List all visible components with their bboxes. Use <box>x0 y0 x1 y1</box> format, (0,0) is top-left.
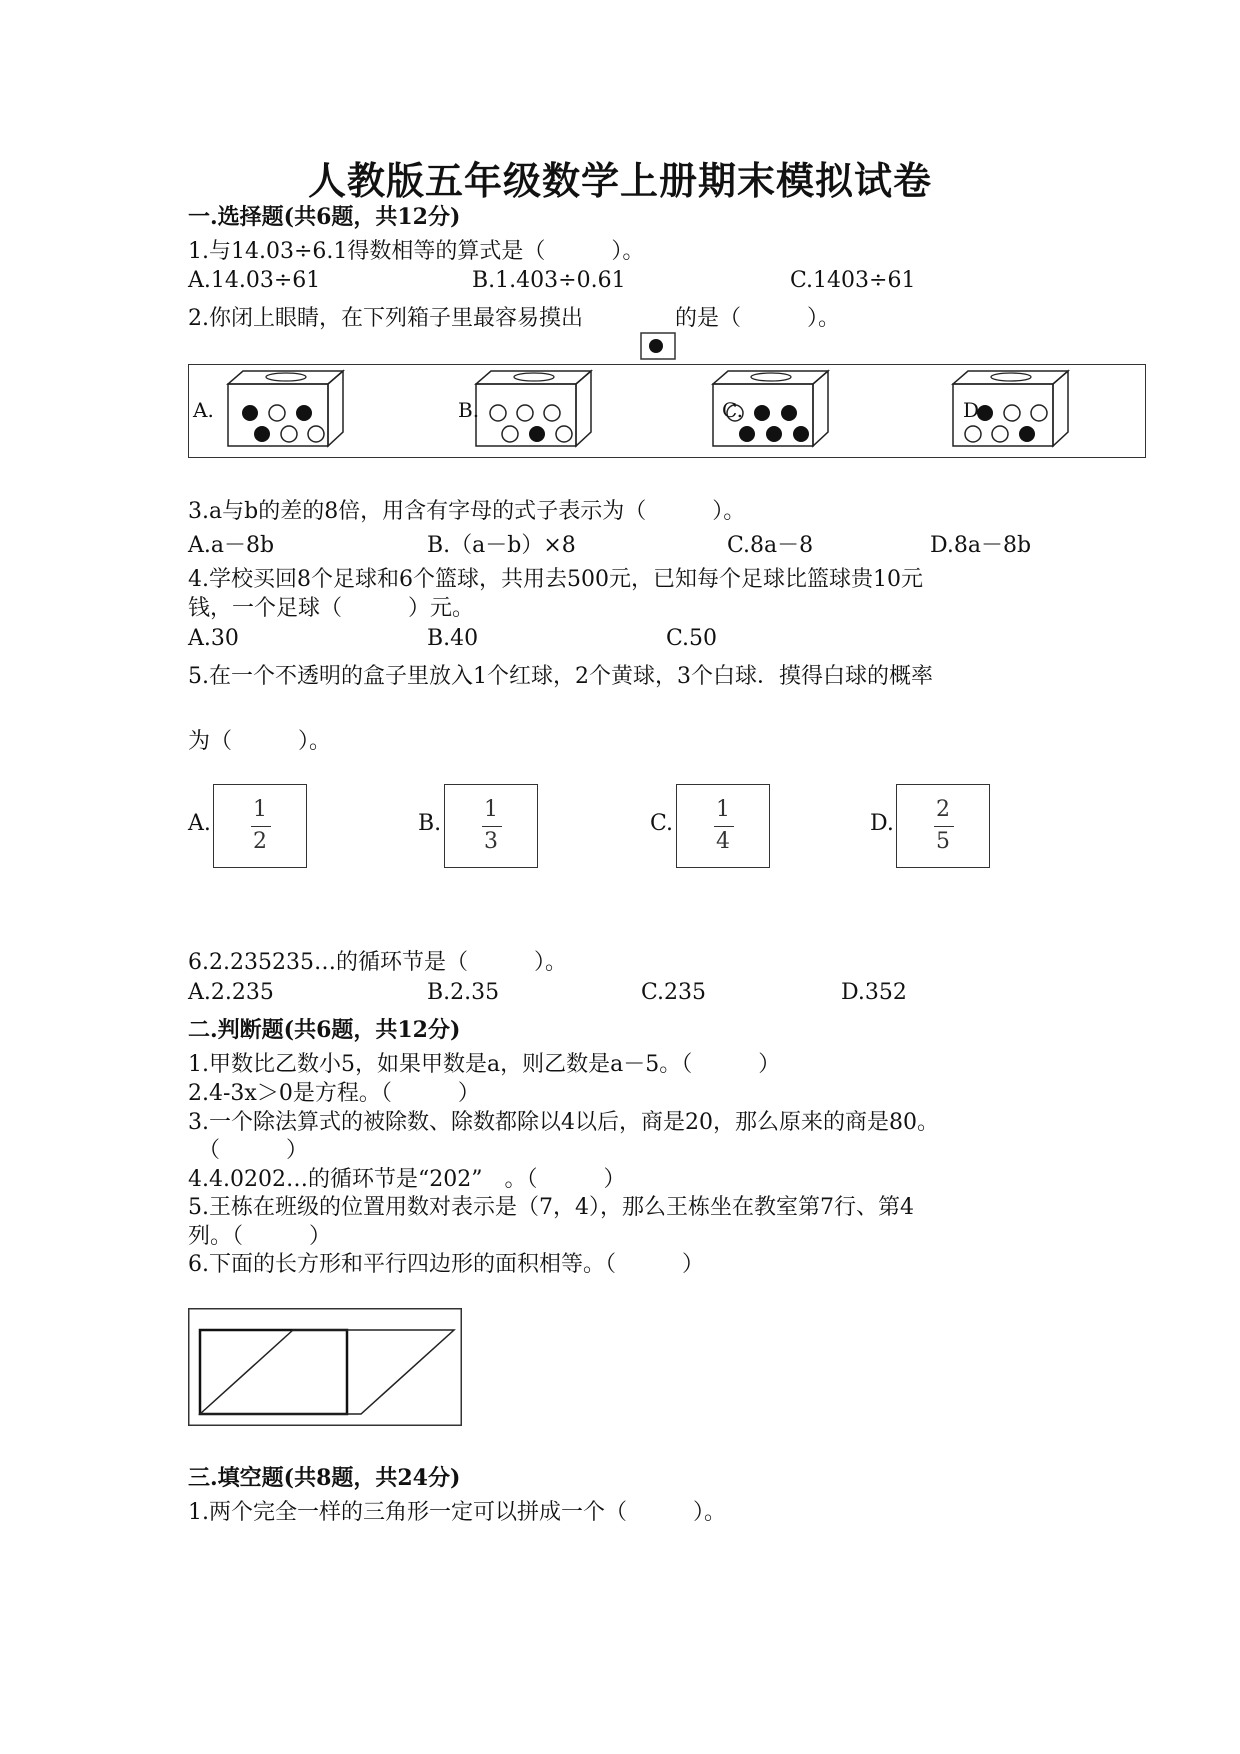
question-1-3: 3.a与b的差的8倍，用含有字母的式子表示为（ ）。 <box>188 499 746 524</box>
fraction-box-b <box>444 784 538 868</box>
judgement-item: 4.4.0202…的循环节是“202” 。（ ） <box>188 1167 626 1192</box>
option-c: C.8a－8 <box>727 533 814 558</box>
fraction-denominator: 5 <box>936 829 950 854</box>
option-c: C.50 <box>666 626 718 651</box>
option-d: D.8a－8b <box>930 533 1032 558</box>
option-d: D. <box>870 811 894 836</box>
option-b: B.（a－b）×8 <box>427 533 576 558</box>
option-a: A.14.03÷61 <box>188 268 321 293</box>
box-label-c: C. <box>722 398 743 422</box>
judgement-item-continued: 列。（ ） <box>188 1224 332 1249</box>
judgement-item: 1.甲数比乙数小5，如果甲数是a，则乙数是a－5。（ ） <box>188 1052 781 1077</box>
judgement-item: 6.下面的长方形和平行四边形的面积相等。（ ） <box>188 1252 704 1277</box>
fraction-denominator: 2 <box>253 829 267 854</box>
question-1-5-line1: 5.在一个不透明的盒子里放入1个红球，2个黄球，3个白球．摸得白球的概率 <box>188 664 933 689</box>
rectangle-parallelogram-figure <box>188 1308 462 1426</box>
fraction-numerator: 2 <box>936 797 950 822</box>
option-c: C. <box>650 811 674 836</box>
option-b: B.40 <box>427 626 479 651</box>
option-b: B.1.403÷0.61 <box>472 268 626 293</box>
judgement-item-continued: （ ） <box>198 1138 309 1163</box>
box-label-d: D. <box>963 398 985 422</box>
question-1-2-part2: 的是（ ）。 <box>675 306 841 331</box>
question-1-2-part1: 2.你闭上眼睛，在下列箱子里最容易摸出 <box>188 306 583 331</box>
box-label-a: A. <box>193 398 214 422</box>
section-heading-fill-blank: 三.填空题(共8题，共24分) <box>188 1465 461 1491</box>
option-a: A. <box>188 811 211 836</box>
fraction-denominator: 4 <box>716 829 730 854</box>
question-1-4-line1: 4.学校买回8个足球和6个篮球，共用去500元，已知每个足球比篮球贵10元 <box>188 567 923 592</box>
fraction-denominator: 3 <box>484 829 498 854</box>
fraction-numerator: 1 <box>484 797 498 822</box>
question-1-4-line2: 钱，一个足球（ ）元。 <box>188 596 475 621</box>
option-a: A.a－8b <box>188 533 275 558</box>
judgement-item: 3.一个除法算式的被除数、除数都除以4以后，商是20，那么原来的商是80。 <box>188 1110 939 1135</box>
option-d: D.352 <box>841 980 907 1005</box>
black-ball-icon <box>640 332 676 360</box>
option-c: C.1403÷61 <box>790 268 916 293</box>
fraction-box-a <box>213 784 307 868</box>
judgement-item: 5.王栋在班级的位置用数对表示是（7，4），那么王栋坐在教室第7行、第4 <box>188 1195 914 1220</box>
fraction-numerator: 1 <box>253 797 267 822</box>
option-a: A.2.235 <box>188 980 274 1005</box>
option-c: C.235 <box>641 980 707 1005</box>
fraction-box-d <box>896 784 990 868</box>
question-1-6: 6.2.235235…的循环节是（ ）。 <box>188 950 567 975</box>
option-b: B.2.35 <box>427 980 500 1005</box>
question-3-1: 1.两个完全一样的三角形一定可以拼成一个（ ）。 <box>188 1500 726 1525</box>
question-1-1: 1.与14.03÷6.1得数相等的算式是（ ）。 <box>188 239 645 264</box>
section-heading-choice: 一.选择题(共6题，共12分) <box>188 204 461 230</box>
judgement-item: 2.4-3x＞0是方程。（ ） <box>188 1081 480 1106</box>
option-a: A.30 <box>188 626 239 651</box>
page-title: 人教版五年级数学上册期末模拟试卷 <box>307 158 932 203</box>
section-heading-judgement: 二.判断题(共6题，共12分) <box>188 1017 461 1043</box>
ball-boxes-drawing <box>188 364 1146 458</box>
fraction-numerator: 1 <box>716 797 730 822</box>
box-label-b: B. <box>458 398 480 422</box>
option-b: B. <box>418 811 442 836</box>
question-1-5-line2: 为（ ）。 <box>188 729 332 754</box>
fraction-box-c <box>676 784 770 868</box>
